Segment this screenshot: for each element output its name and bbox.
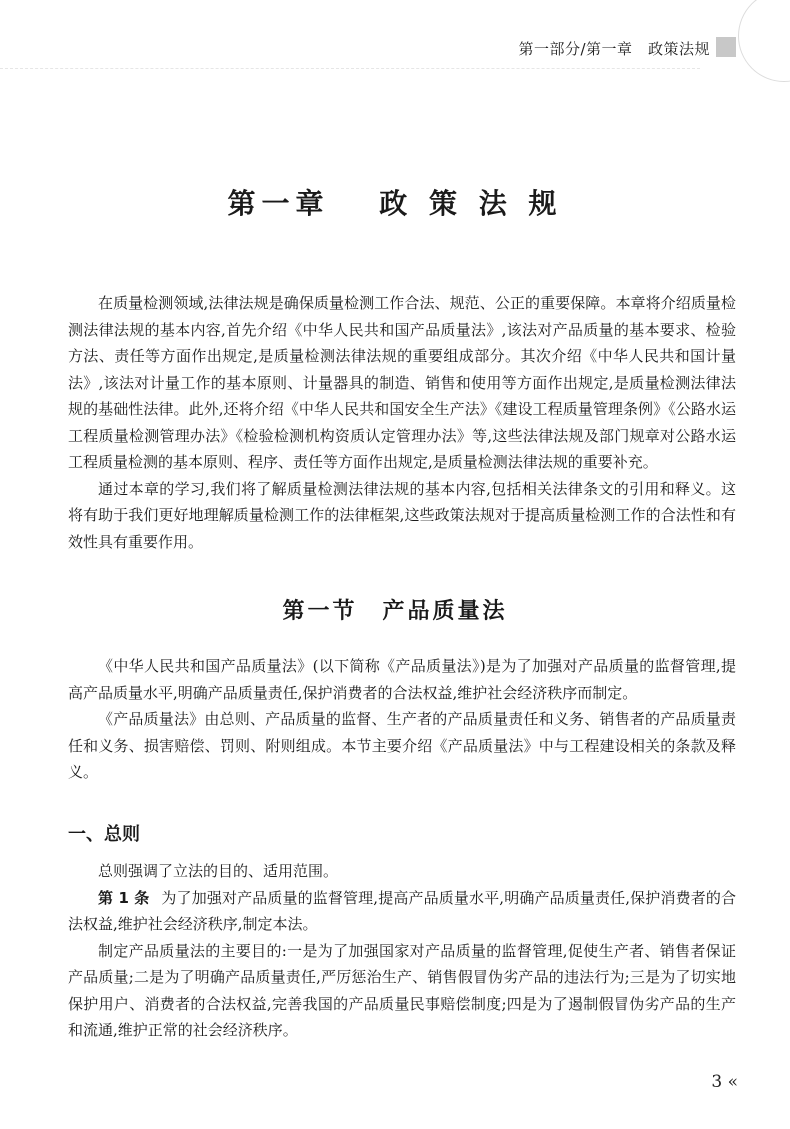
subsection-body <box>68 858 736 1044</box>
subsection-lead: 总则强调了立法的目的、适用范围。 <box>98 862 339 880</box>
running-title: 第一部分/第一章 政策法规 <box>518 40 710 58</box>
intro-paragraph-1: 在质量检测领域,法律法规是确保质量检测工作合法、规范、公正的重要保障。本章将介绍质量检测法律法规的基本内容,首先介绍《中华人民共和国产品质量法》,该法对产品质量的基本要求、检验方法、责任等方面作出规定,是质量检测法律法规的重要组成部分。其次介绍《中华人民共和国计量法》,该法对计量工作的基本原则、计量器具的制造、销售和使用等方面作出规定,是质量检测法律法规的基础性法律。此外,还将介绍《中华人民共和国安全生产法》《建设工程质量管理条例》《公路水运工程质量检测管理办法》《检验检测机构资质认定管理办法》等,这些法律法规及部门规章对公路水运工程质量检测的基本原则、程序、责任等方面作出规定,是质量检测法律法规的重要补充。 <box>68 294 736 471</box>
article-1 <box>68 885 736 938</box>
page-number: 3 « <box>711 1072 738 1092</box>
chapter-title: 第一章 政 策 法 规 <box>227 187 563 220</box>
chapter-intro <box>68 290 736 555</box>
section-paragraph-1: 《中华人民共和国产品质量法》(以下简称《产品质量法》)是为了加强对产品质量的监督管理,提高产品质量水平,明确产品质量责任,保护消费者的合法权益,维护社会经济秩序而制定。 <box>68 657 736 702</box>
article-explanation: 制定产品质量法的主要目的:一是为了加强国家对产品质量的监督管理,促使生产者、销售者保证产品质量;二是为了明确产品质量责任,严厉惩治生产、销售假冒伪劣产品的违法行为;三是为了切实地保护用户、消费者的合法权益,完善我国的产品质量民事赔偿制度;四是为了遏制假冒伪劣产品的生产和流通,维护正常的社会经济秩序。 <box>68 941 736 1039</box>
section-paragraph-2: 《产品质量法》由总则、产品质量的监督、生产者的产品质量责任和义务、销售者的产品质量责任和义务、损害赔偿、罚则、附则组成。本节主要介绍《产品质量法》中与工程建设相关的条款及释义。 <box>68 710 736 781</box>
section-title: 第一节 产品质量法 <box>282 599 508 624</box>
header-rule <box>0 68 700 69</box>
article-text: 为了加强对产品质量的监督管理,提高产品质量水平,明确产品质量责任,保护消费者的合法权益,维护社会经济秩序,制定本法。 <box>68 888 736 933</box>
article-label: 第 1 条 <box>98 888 150 907</box>
header-decoration-arc <box>738 0 790 82</box>
header-gray-square <box>716 37 736 57</box>
section-body <box>68 653 736 786</box>
subsection-title: 一、总则 <box>68 824 140 845</box>
intro-paragraph-2: 通过本章的学习,我们将了解质量检测法律法规的基本内容,包括相关法律条文的引用和释义。这将有助于我们更好地理解质量检测工作的法律框架,这些政策法规对于提高质量检测工作的合法性和有效性具有重要作用。 <box>68 479 736 551</box>
page-header <box>0 0 790 70</box>
